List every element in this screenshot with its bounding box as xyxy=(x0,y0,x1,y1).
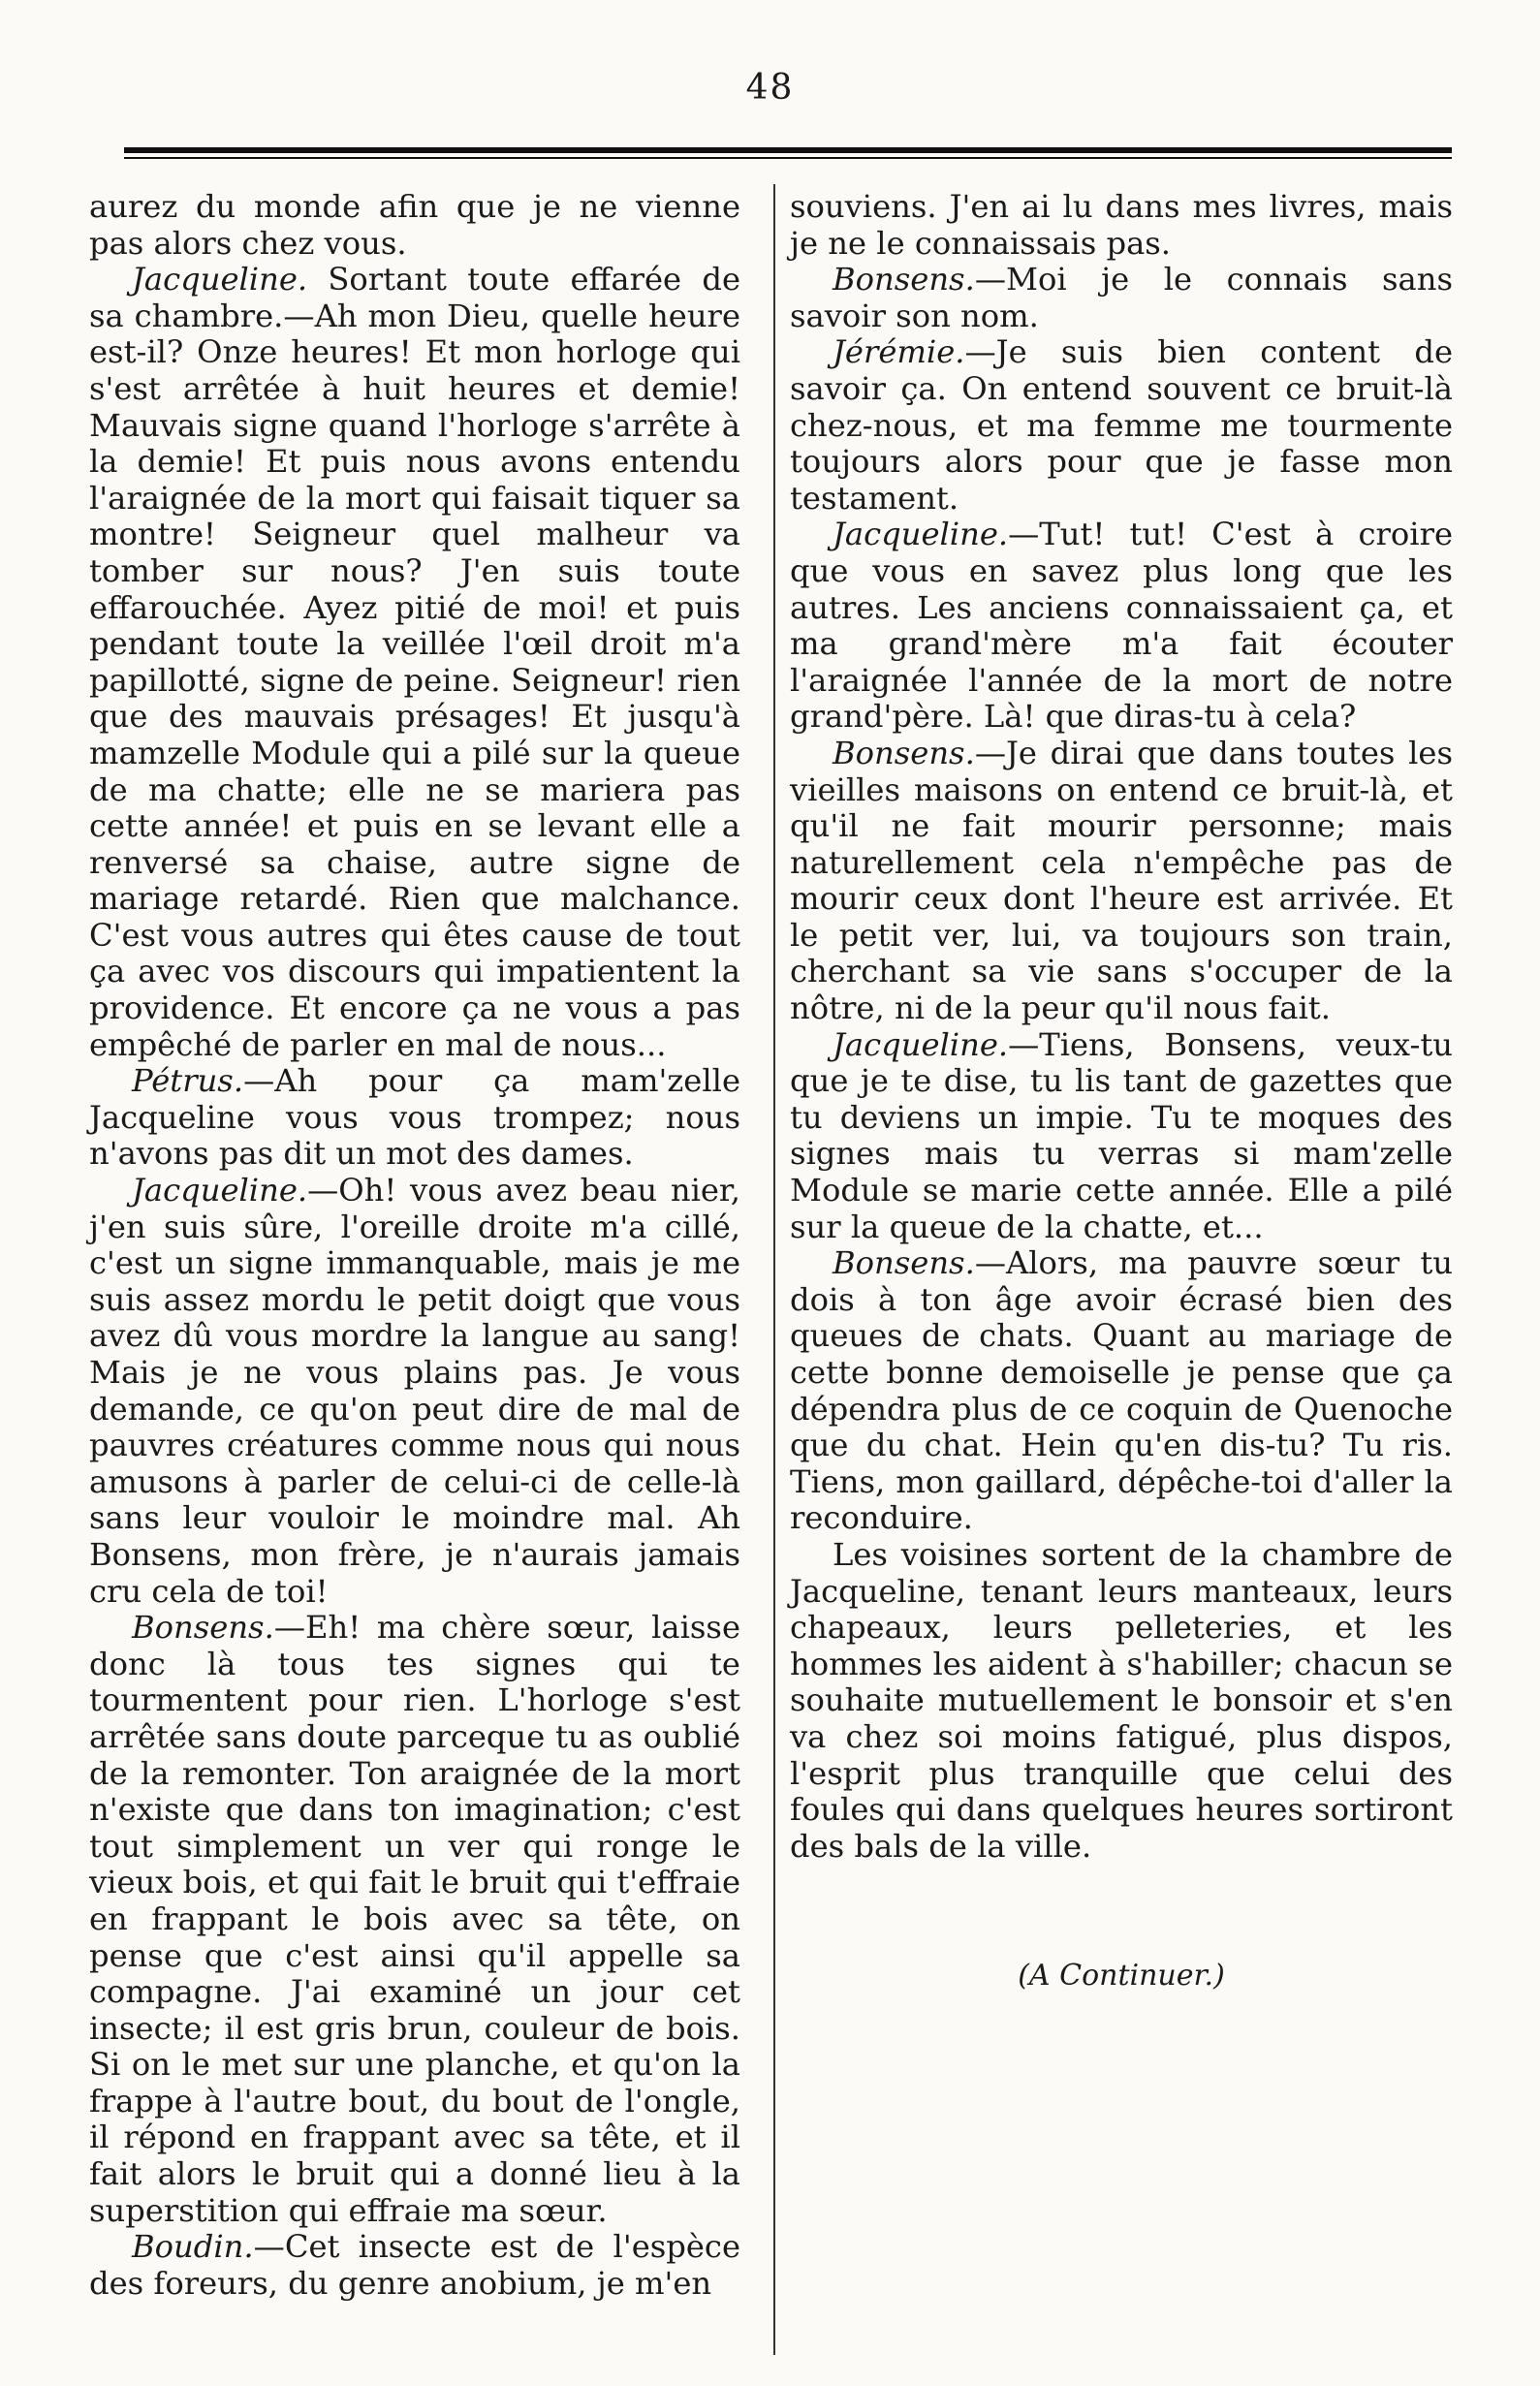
column-divider xyxy=(773,184,775,2355)
paragraph: Jacqueline.—Tut! tut! C'est à croire que vous en savez plus long que les autres. Les anciens connaissaient ça, et ma grand'mère m'a fait écouter l'araignée l'année de la mort de notre grand'père. Là! que diras-tu à cela? xyxy=(790,516,1453,736)
paragraph: Bonsens.—Je dirai que dans toutes les vieilles maisons on entend ce bruit-là, et qu'il ne fait mourir personne; mais naturellement cela n'empêche pas de mourir ceux dont l'heure est arrivée. Et le petit ver, lui, va toujours son train, cherchant sa vie sans s'occuper de la nôtre, ni de la peur qu'il nous fait. xyxy=(790,734,1453,1027)
paragraph: Jacqueline.—Tiens, Bonsens, veux-tu que je te dise, tu lis tant de gazettes que tu deviens un impie. Tu te moques des signes mais tu verras si mam'zelle Module se marie cette année. Elle a pilé sur la queue de la chatte, et... xyxy=(790,1025,1453,1245)
speaker-name: Pétrus. xyxy=(132,1062,244,1100)
speaker-name: Bonsens. xyxy=(833,1244,975,1282)
speaker-name: Bonsens. xyxy=(833,734,975,771)
speaker-name: Jacqueline. xyxy=(833,516,1009,553)
paragraph: Jacqueline. Sortant toute effarée de sa chambre.—Ah mon Dieu, quelle heure est-il? Onze heures! Et mon horloge qui s'est arrêtée à huit heures et demie! Mauvais signe quand l'horloge s'arrête à la demie! Et puis nous avons entendu l'araignée de la mort qui faisait tiquer sa montre! Seigneur quel malheur va tomber sur nous? J'en suis toute effarouchée. Ayez pitié de moi! et puis pendant toute la veillée l'œil droit m'a papillotté, signe de peine. Seigneur! rien que des mauvais présages! Et jusqu'à mamzelle Module qui a pilé sur la queue de ma chatte; elle ne se mariera pas cette année! et puis en se levant elle a renversé sa chaise, autre signe de mariage retardé. Rien que malchance. C'est vous autres qui êtes cause de tout ça avec vos discours qui impatientent la providence. Et encore ça ne vous a pas empêché de parler en mal de nous... xyxy=(89,261,740,1063)
speaker-name: Jérémie. xyxy=(833,333,965,371)
left-column xyxy=(89,189,740,2302)
speaker-name: Jacqueline. xyxy=(132,1172,308,1209)
paragraph: Jérémie.—Je suis bien content de savoir ça. On entend souvent ce bruit-là chez-nous, et ma femme me tourmente toujours alors pour que je fasse mon testament. xyxy=(790,333,1453,517)
paragraph: Les voisines sortent de la chambre de Jacqueline, tenant leurs manteaux, leurs chapeaux, leurs pelleteries, et les hommes les aident à s'habiller; chacun se souhaite mutuellement le bonsoir et s'en va chez soi moins fatigué, plus dispos, l'esprit plus tranquille que celui des foules qui dans quelques heures sortiront des bals de la ville. xyxy=(790,1535,1453,1865)
paragraph: aurez du monde afin que je ne vienne pas alors chez vous. xyxy=(89,188,740,262)
paragraph: Pétrus.—Ah pour ça mam'zelle Jacqueline vous vous trompez; nous n'avons pas dit un mot des dames. xyxy=(89,1062,740,1173)
paragraph: Bonsens.—Alors, ma pauvre sœur tu dois à ton âge avoir écrasé bien des queues de chats. Quant au mariage de cette bonne demoiselle je pense que ça dépendra plus de ce coquin de Quenoche que du chat. Hein qu'en dis-tu? Tu ris. Tiens, mon gaillard, dépêche-toi d'aller la reconduire. xyxy=(790,1244,1453,1537)
speaker-name: Bonsens. xyxy=(132,1609,274,1647)
speaker-name: Jacqueline. xyxy=(833,1025,1009,1063)
speaker-name: Jacqueline. xyxy=(132,261,308,298)
page-number: 48 xyxy=(745,68,795,108)
paragraph: souviens. J'en ai lu dans mes livres, mais je ne le connaissais pas. xyxy=(790,188,1453,262)
speaker-name: Bonsens. xyxy=(833,261,975,298)
paragraph: Jacqueline.—Oh! vous avez beau nier, j'en suis sûre, l'oreille droite m'a cillé, c'est un signe immanquable, mais je me suis assez mordu le petit doigt que vous avez dû vous mordre la langue au sang! Mais je ne vous plains pas. Je vous demande, ce qu'on peut dire de mal de pauvres créatures comme nous qui nous amusons à parler de celui-ci de celle-là sans leur vouloir le moindre mal. Ah Bonsens, mon frère, je n'aurais jamais cru cela de toi! xyxy=(89,1172,740,1610)
paragraph: Bonsens.—Moi je le connais sans savoir son nom. xyxy=(790,261,1453,334)
paragraph: Boudin.—Cet insecte est de l'espèce des foreurs, du genre anobium, je m'en xyxy=(89,2228,740,2302)
right-column xyxy=(790,189,1453,1994)
paragraph: Bonsens.—Eh! ma chère sœur, laisse donc là tous tes signes qui te tourmentent pour rien. L'horloge s'est arrêtée sans doute parceque tu as oublié de la remonter. Ton araignée de la mort n'existe que dans ton imagination; c'est tout simplement un ver qui ronge le vieux bois, et qui fait le bruit qui t'effraie en frappant le bois avec sa tête, on pense que c'est ainsi qu'il appelle sa compagne. J'ai examiné un jour cet insecte; il est gris brun, couleur de bois. Si on le met sur une planche, et qu'on la frappe à l'autre bout, du bout de l'ongle, il répond en frappant avec sa tête, et il fait alors le bruit qui a donné lieu à la superstition qui effraie ma sœur. xyxy=(89,1609,740,2229)
header-rule-thick xyxy=(124,147,1452,153)
header-rule-thin xyxy=(124,157,1452,159)
continuation-note: (A Continuer.) xyxy=(1018,1959,1225,1994)
speaker-name: Boudin. xyxy=(132,2228,254,2266)
